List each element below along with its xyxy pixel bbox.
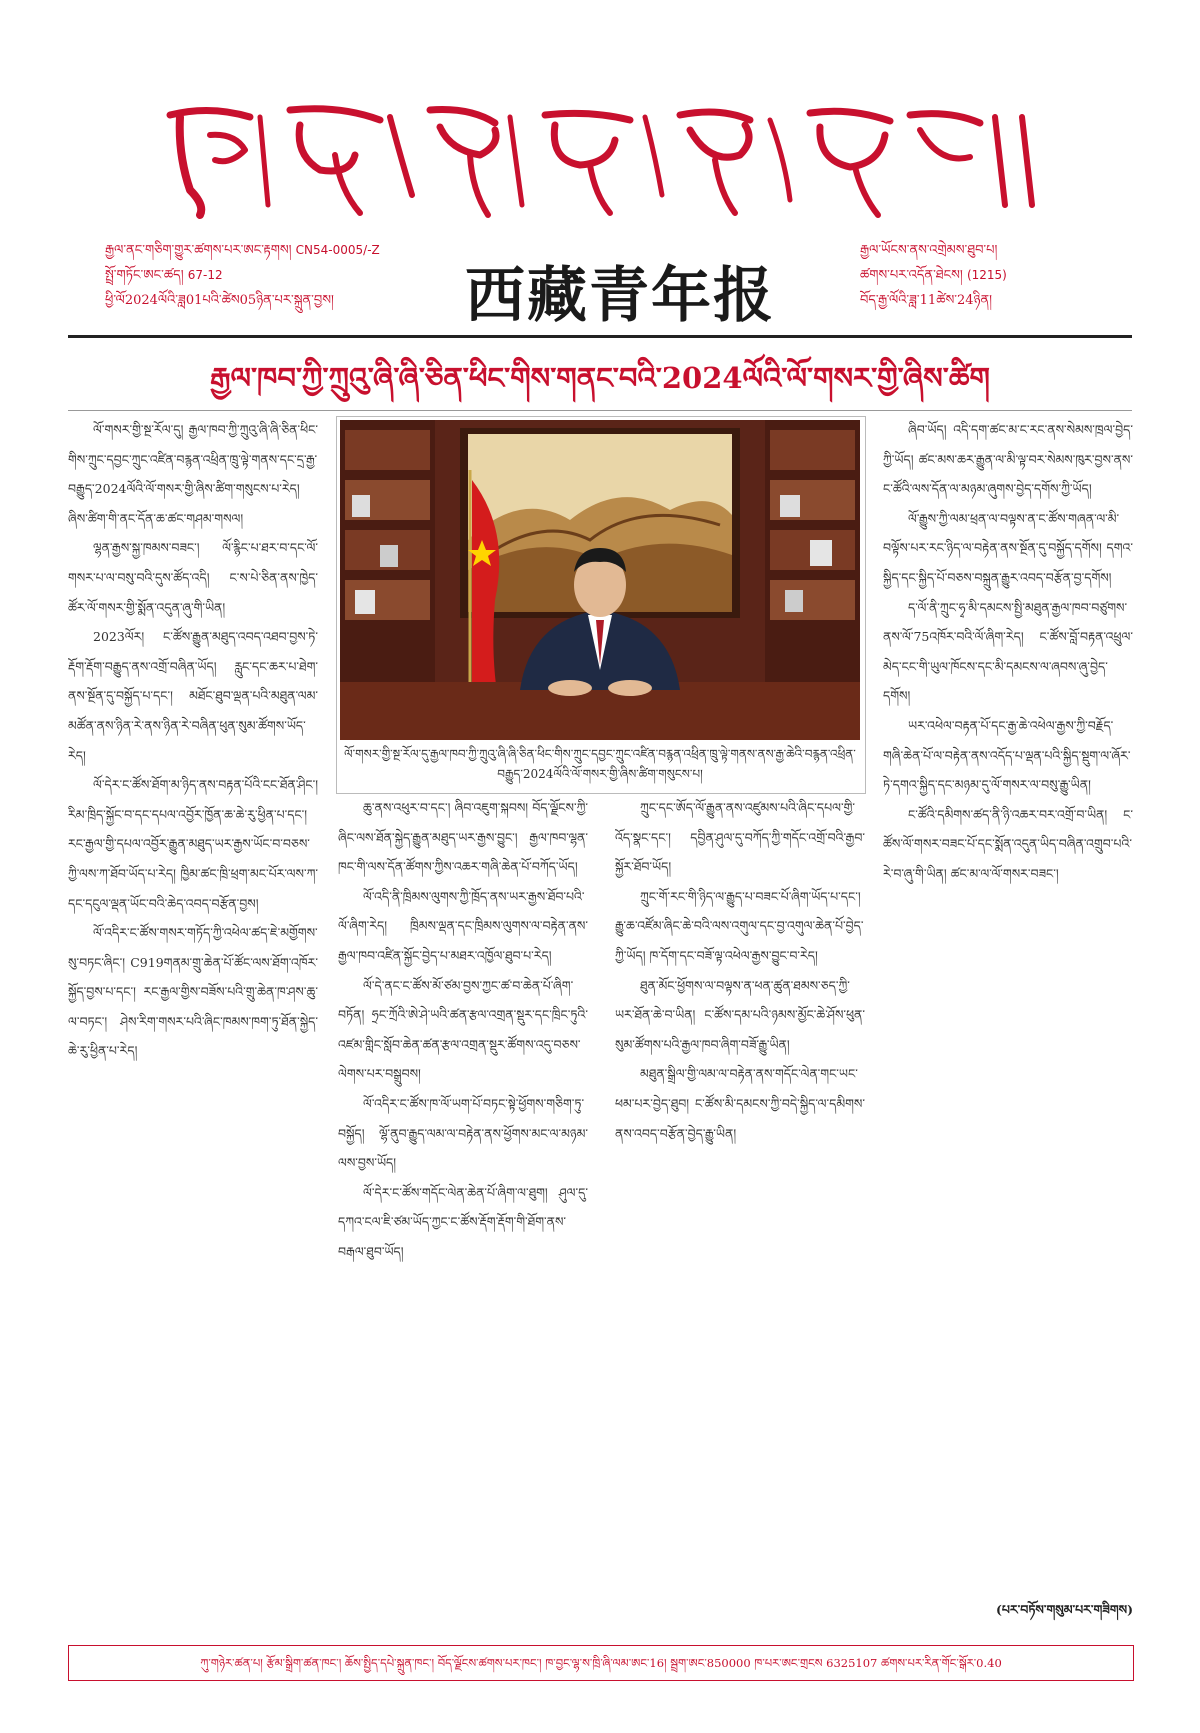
- continuation-note: (པར་བཏོས་གསུམ་པར་གཟིགས): [995, 1602, 1133, 1617]
- headline-divider: [68, 410, 1132, 411]
- headline: རྒྱལ་ཁབ་ཀྱི་ཀྲུའུ་ཞི་ཞི་ཅིན་ཕིང་གིས་གནང་བའི་2024ལོའི་ལོ་གསར་གྱི་ཞིས་ཚིག: [210, 361, 990, 395]
- footer-bar: ཀུ་གཉེར་ཚན་པ། རྩོམ་སྒྲིག་ཚན་ཁང་། ཆོས་སྤྱིད་དཔེ་སྐྲུན་ཁང་། བོད་ལྗོངས་ཚགས་པར་ཁང་། ཁ་བྱང་ལྷ་ས་ཁྲི་ཞི་ལམ་ཨང་16། སྦྲག་ཨང་850000 ཁ་པར་ཨང་གྲངས 6325107 ཚགས་པར་རིན་གོང་སྒོར་0.40: [68, 1645, 1134, 1681]
- article-column-3: [615, 793, 865, 1630]
- paragraph: ང་ཚོའི་དམིགས་ཚད་ནི་ཉི་འཆར་བར་འགྲོ་བ་ཡིན། ང་ཚོས་ལོ་གསར་བཟང་པོ་དང་སྨོན་འདུན་ཡིད་བཞིན་འགྲུབ་པའི་རེ་བ་ཞུ་གི་ཡིན། ཚང་མ་ལ་ལོ་གསར་བཟང་།: [883, 806, 1133, 881]
- paragraph: ལོ་རྒྱུས་ཀྱི་ལམ་ཕྲན་ལ་བལྟས་ན་ང་ཚོས་གཞན་ལ་མི་བལྟོས་པར་རང་ཉིད་ལ་བརྟེན་ནས་སྔོན་དུ་བསྐྱོད་དགོས། དགའ་སྐྱིད་དང་སྐྱིད་པོ་བཅས་བསྐྲུན་རྒྱུར་འབད་བརྩོན་བྱ་དགོས།: [883, 510, 1133, 585]
- paragraph: ཡར་འཕེལ་བརྟན་པོ་དང་རྒྱ་ཆེ་འཕེལ་རྒྱས་ཀྱི་བརྗོད་གཞི་ཆེན་པོ་ལ་བརྟེན་ནས་འདོད་པ་ལྡན་པའི་སྐྱིད་སྡུག་ལ་ཞོར་ཏེ་དགའ་སྐྱིད་དང་མཉམ་དུ་ལོ་གསར་ལ་བསུ་རྒྱུ་ཡིན།: [883, 717, 1131, 793]
- article-column-1: [68, 415, 318, 1630]
- paragraph: ཐུན་མོང་ཕྱོགས་ལ་བལྟས་ན་ཕན་ཚུན་ཐམས་ཅད་ཀྱི་ཡར་ཐོན་ཆེ་བ་ཡིན། ང་ཚོས་དམ་པའི་ཉམས་མྱོང་ཆེ་ཤོས་ཕུན་སུམ་ཚོགས་པའི་རྒྱལ་ཁབ་ཞིག་བཟོ་རྒྱུ་ཡིན།: [615, 977, 865, 1052]
- distribution-line: རྒྱལ་ཡོངས་ནས་འགྲེམས་ཐུབ་པ།: [860, 243, 998, 258]
- paragraph: ཆུ་ནས་འཕུར་བ་དང་། ཞིབ་འཇུག་སྐབས། བོད་ལྗོངས་ཀྱི་ཞིང་ལས་ཐོན་སྐྱེད་རྒྱུན་མཐུད་ཡར་རྒྱས་བྱུང་། རྒྱལ་ཁབ་ལྷན་ཁང་གི་ལས་དོན་ཚོགས་ཀྱིས་འཆར་གཞི་ཆེན་པོ་བཀོད་ཡོད།: [338, 800, 588, 875]
- paragraph: ལོ་གསར་གྱི་སྔ་རོལ་དུ། རྒྱལ་ཁབ་ཀྱི་ཀྲུའུ་ཞི་ཞི་ཅིན་ཕིང་གིས་ཀྲུང་དབྱང་ཀྲུང་འཛིན་བརྙན་འཕྲིན་ཁྲུ་ལྟེ་གནས་དང་དྲ་རྒྱ་བརྒྱུད་2024ལོའི་ལོ་གསར་གྱི་ཞིས་ཚིག་གསུངས་པ་རེད། ཞིས་ཚིག་གི་ནང་དོན་ཆ་ཚང་གཤམ་གསལ།: [68, 422, 318, 526]
- desk: [340, 682, 860, 740]
- postal-code: 67-12: [187, 268, 223, 282]
- postal-line: སྤྲོ་གཏོང་ཨང་ཚད། 67-12: [105, 268, 223, 283]
- paragraph: ཀྲུང་གོ་རང་གི་ཉིད་ལ་རྒྱུད་པ་བཟང་པོ་ཞིག་ཡོད་པ་དང་། རྒྱུ་ཆ་འཛོམ་ཞིང་ཆེ་བའི་ལས་འགུལ་དང་བྱ་འགུལ་ཆེན་པོ་བྱེད་ཀྱི་ཡོད། ཁ་དོག་དང་བཟོ་ལྟ་འཕེལ་རྒྱས་བྱུང་བ་རེད།: [615, 888, 864, 963]
- masthead-calligraphy: [150, 95, 1050, 225]
- paragraph: ད་ལོ་ནི་ཀྲུང་ཧྭ་མི་དམངས་སྤྱི་མཐུན་རྒྱལ་ཁབ་བཙུགས་ནས་ལོ་75འཁོར་བའི་ལོ་ཞིག་རེད། ང་ཚོས་བློ་བརྟན་འཕྲུལ་མེད་ངང་གི་ཡུལ་ཁོངས་དང་མི་དམངས་ལ་ཞབས་ཞུ་བྱེད་དགོས།: [883, 599, 1133, 704]
- paragraph: ལོ་དེར་ང་ཚོས་གདོང་ལེན་ཆེན་པོ་ཞིག་ལ་ཐུག། ཤུལ་དུ་དཀའ་ངལ་ཇི་ཙམ་ཡོད་ཀྱང་ང་ཚོས་རྡོག་རྡོག་གི་ཐོག་ནས་བརྒལ་ཐུབ་ཡོད།: [338, 1184, 588, 1259]
- issue-number: (1215): [966, 268, 1007, 282]
- date-line: ཕྱི་ལོ2024ལོའི་ཟླ01པའི་ཚེས05ཉིན་པར་སྐྲུན་བྱས།: [105, 293, 334, 308]
- paragraph: ལོ་དེར་ང་ཚོས་ཐོག་མ་ཉིད་ནས་བརྟན་པོའི་ངང་ཐོན་ཤིང་། རིམ་ཁྲིད་སྐྱོང་བ་དང་དཔལ་འབྱོར་ཁྱོན་ཆ་ཆེ་རུ་ཕྱིན་པ་དང་། རང་རྒྱལ་གྱི་དཔལ་འབྱོར་རྒྱུན་མཐུད་ཡར་རྒྱས་ཡོང་བ་བཅས་ཀྱི་ལས་ཀ་ཐོབ་ཡོད་པ་རེད། ཁྱིམ་ཚང་ཁྲི་ཕྲག་མང་པོར་ལས་ཀ་དང་དངུལ་ལྡན་ཡོང་བའི་ཆེད་འབད་བརྩོན་བྱས།: [68, 777, 318, 911]
- paragraph: ཞིབ་ཡོད། འདི་དག་ཚང་མ་ང་རང་ནས་སེམས་ཁྲལ་བྱེད་ཀྱི་ཡོད། ཚང་མས་ཆར་རྒྱུན་ལ་མི་ལྟ་བར་སེམས་ཁུར་བྱས་ནས་ང་ཚོའི་ལས་དོན་ལ་མཉམ་ཞུགས་བྱེད་དགོས་ཀྱི་ཡོད།: [883, 422, 1133, 497]
- photo-caption: ལོ་གསར་གྱི་སྔ་རོལ་དུ་རྒྱལ་ཁབ་ཀྱི་ཀྲུའུ་ཞི་ཞི་ཅིན་ཕིང་གིས་ཀྲུང་དབྱང་ཀྲུང་འཛིན་བརྙན་འཕྲིན་ཁྲུ་ལྟེ་གནས་ནས་རྒྱ་ཆེའི་བརྙན་འཕྲིན་བརྒྱུད་2024ལོའི་ལོ་གསར་གྱི་ཞིས་ཚིག་གསུངས་པ།: [344, 747, 856, 781]
- masthead-tibetan-text: [150, 95, 151, 96]
- paragraph: ལྷན་རྒྱས་སྐྱ་ཁམས་བཟང་། ལོ་རྙིང་པ་ཐར་བ་དང་ལོ་གསར་པ་ལ་བསུ་བའི་དུས་ཚོད་འདི། ང་ས་པེ་ཅིན་ནས་ཁྱེད་ཚོར་ལོ་གསར་གྱི་སྨོན་འདུན་ཞུ་གི་ཡིན།: [68, 540, 318, 615]
- publication-info-left: [105, 238, 425, 313]
- article-column-2: [338, 793, 588, 1630]
- registration-code: CN54-0005/-Z: [295, 243, 380, 257]
- paragraph: ལོ་འདིར་ང་ཚོས་གསར་གཏོད་ཀྱི་འཕེལ་ཚད་ཇེ་མགྱོགས་སུ་བཏང་ཞིང་། C919གནམ་གྲུ་ཆེན་པོ་ཚོང་ལས་ཐོག་འཁོར་སྐྱོད་བྱས་པ་དང་། རང་རྒྱལ་གྱིས་བཟོས་པའི་གྲུ་ཆེན་ཁ་ཤས་ཆུ་ལ་བཏང་། ཤེས་རིག་གསར་པའི་ཞིང་ཁམས་ཁག་ཏུ་ཐོན་སྐྱེད་ཆེ་རུ་ཕྱིན་པ་རེད།: [68, 925, 318, 1059]
- paragraph: མཐུན་སྒྲིལ་གྱི་ལམ་ལ་བརྟེན་ནས་གདོང་ལེན་གང་ཡང་ཕམ་པར་བྱེད་ཐུབ། ང་ཚོས་མི་དམངས་ཀྱི་བདེ་སྐྱིད་ལ་དམིགས་ནས་འབད་བརྩོན་བྱེད་རྒྱུ་ཡིན།: [615, 1066, 865, 1141]
- publication-info-right: [860, 238, 1160, 313]
- paragraph: ལོ་འདི་ནི་ཁྲིམས་ལུགས་ཀྱི་ཁྲོད་ནས་ཡར་རྒྱས་ཐོབ་པའི་ལོ་ཞིག་རེད། ཁྲིམས་ལྡན་དང་ཁྲིམས་ལུགས་ལ་བརྟེན་ནས་རྒྱལ་ཁབ་འཛིན་སྐྱོང་བྱེད་པ་མཐར་འཁྱོལ་ཐུབ་པ་རེད།: [338, 888, 588, 963]
- paragraph: ཀྲུང་དང་ཨོད་ལོ་རྒྱུན་ནས་འཛུམས་པའི་ཞིང་དཔལ་གྱི་འོད་སྣང་དང་། དབྱིན་ཤུལ་དུ་བཀོད་ཀྱི་གདོང་འགྲོ་བའི་རྒྱབ་སྐྱོར་ཐོབ་ཡོད།: [615, 800, 865, 875]
- paragraph: 2023ལོར། ང་ཚོས་རྒྱུན་མཐུད་འབད་འཐབ་བྱས་ཏེ་རྡོག་རྡོག་བརྒྱུད་ནས་འགྲོ་བཞིན་ཡོད། རླུང་དང་ཆར་པ་ཐེག་ནས་སྔོན་དུ་བསྐྱོད་པ་དང་། མཐོང་ཐུབ་ལྡན་པའི་མཐུན་ལམ་མཚོན་ནས་ཉིན་རེ་ནས་ཉིན་རེ་བཞིན་ཕུན་སུམ་ཚོགས་ཡོད་རེད།: [68, 629, 318, 763]
- photo: [340, 420, 860, 740]
- paragraph: ལོ་དེ་ནང་ང་ཚོས་མོ་ཙམ་བྱས་ཀྱང་ཚ་བ་ཆེན་པོ་ཞིག་བཏོན། ཧྲང་ཀྲོའི་ཨེ་ཤེ་ཡའི་ཚན་རྩལ་འགྲན་སྡུར་དང་ཁྲིང་ཏུའི་འཛམ་གླིང་སློབ་ཆེན་ཚན་རྩལ་འགྲན་སྡུར་ཚོགས་འདུ་བཅས་ལེགས་པར་བསྒྲུབས།: [338, 977, 588, 1082]
- tibetan-masthead: [150, 95, 1050, 225]
- issue-line: ཚགས་པར་འདོན་ཐེངས། (1215): [860, 268, 1007, 283]
- tibetan-date-line: བོད་རྒྱ་ལོའི་ཟླ་11ཚེས་24ཉིན།: [860, 293, 993, 308]
- chinese-masthead: 西藏青年报: [465, 261, 775, 331]
- photo-illustration: [340, 420, 860, 740]
- masthead-divider: [68, 335, 1132, 338]
- article-column-4: [883, 415, 1133, 1625]
- paragraph: ལོ་འདིར་ང་ཚོས་ཁ་ལོ་ཡག་པོ་བཏང་སྟེ་ཕྱོགས་གཅིག་ཏུ་བསྐྱོད། ལྷོ་ནུབ་རྒྱུད་ལམ་ལ་བརྟེན་ནས་ཕྱོགས་མང་ལ་མཉམ་ལས་བྱས་ཡོད།: [338, 1095, 588, 1171]
- registration-line: རྒྱལ་ནང་གཅིག་གྱུར་ཚགས་པར་ཨང་རྟགས། CN54-0005/-Z: [105, 243, 380, 258]
